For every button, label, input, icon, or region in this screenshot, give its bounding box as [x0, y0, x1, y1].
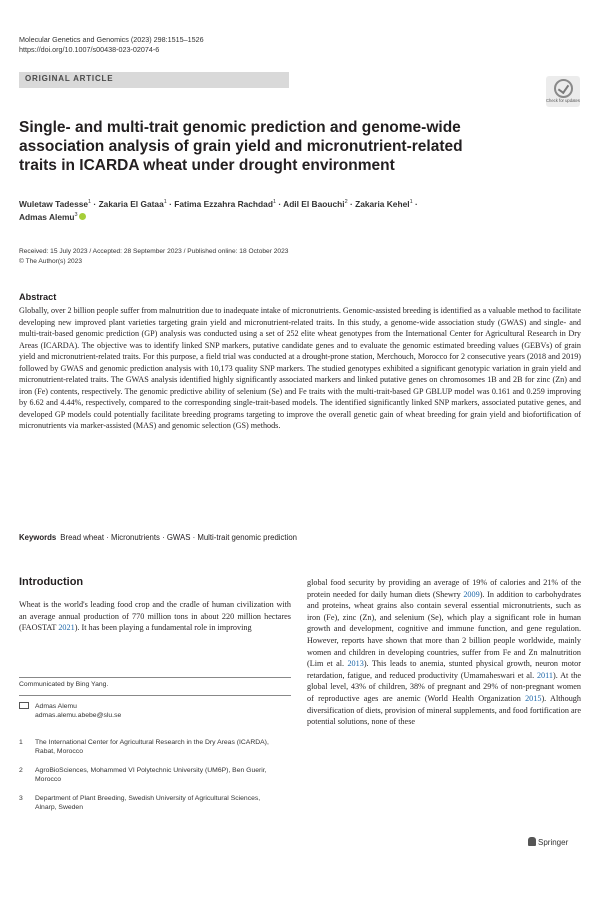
citation-link[interactable]: 2015 [525, 693, 542, 703]
intro-column-right: global food security by providing an average of 19% of calories and 21% of the protein needed for daily human diets (Shewry 2009). In addition to carbohydrates and proteins, wheat grains also contain several essential micronutrients, such as iron (Fe), zinc (Zn), and selenium (Se), which play a significant role in human growth and development, cognitive and immune function, and gene regulation. However, reports have shown that more than 2 billion people worldwide, mainly women and children in developing countries, suffer from Fe and Zn malnutrition (Lim et al. 2013). This leads to anemia, stunted physical growth, neuron motor retardation, fatigue, and reduced productivity (Umamaheswari et al. 2011). At the global level, 43% of children, 38% of pregnant and 29% of non-pregnant women of reproductive ages are anemic (World Health Organization 2015). Although diversification of diets, provision of mineral supplements, and food fortification are potential solutions, none of these [307, 578, 582, 727]
citation-link[interactable]: 2021 [58, 623, 75, 633]
author[interactable]: Zakaria El Gataa$^1$ [98, 198, 167, 209]
keywords-label: Keywords [19, 533, 57, 542]
article-title: Single- and multi-trait genomic prediction and genome-wide association analysis of grain yield and micronutrient-related traits in ICARDA wheat under drought environment [19, 119, 463, 174]
author-list: Wuletaw Tadesse$^1$ · Zakaria El Gataa$^1$ · Fatima Ezzahra Rachdad$^1$ · Adil El Baouchi$^2$ · Zakaria Kehel$^1$ · Admas Alemu$^3$ [19, 198, 418, 223]
footnote-divider [19, 695, 291, 696]
author[interactable]: Zakaria Kehel$^1$ [355, 198, 413, 209]
check-updates-label: Check for updates [546, 98, 580, 103]
affiliation: 1 The International Center for Agricultural Research in the Dry Areas (ICARDA), Rabat, Morocco [19, 739, 269, 756]
orcid-icon[interactable] [79, 213, 86, 220]
citation-link[interactable]: 2011 [536, 670, 554, 680]
author[interactable]: Fatima Ezzahra Rachdad$^1$ [174, 198, 276, 209]
contact-name: Admas Alemu [35, 703, 77, 710]
intro-column-left: Wheat is the world's leading food crop and the cradle of human civilization with an average annual production of 770 million tons in about 220 million hectares (FAOSTAT 2021). It has been playing a fundamental role in improving [19, 600, 291, 633]
author[interactable]: Wuletaw Tadesse$^1$ [19, 198, 92, 209]
copyright: © The Author(s) 2023 [19, 257, 83, 265]
journal-header [19, 35, 204, 55]
citation-link[interactable]: 2009 [463, 589, 480, 599]
article-type-label: ORIGINAL ARTICLE [25, 74, 114, 83]
date-history: Received: 15 July 2023 / Accepted: 28 September 2023 / Published online: 18 October 2023 [19, 248, 289, 255]
abstract-text: Globally, over 2 billion people suffer from malnutrition due to inadequate intake of micronutrients. Genomic-assisted breeding is identified as a valuable method to facilitate developing new improved plant varieties targeting grain yield and micronutrient-related traits. In this study, a genome-wide association study (GWAS) and single- and multi-trait-based genomic prediction (GP) analysis was conducted using a set of 252 elite wheat genotypes from the International Center for Agricultural Research in Dry Areas (ICARDA). The objective was to identify linked SNP markers, putative candidate genes and to evaluate the genomic estimated breeding values (GEBVs) of grain yield and micronutrient-related traits. For this purpose, a field trial was conducted at a drought-prone station, Merchouch, Morocco for 2 consecutive years (2018 and 2019) followed by GWAS and genomic prediction analysis with 10,173 quality SNP markers. The studied genotypes exhibited a significant genotypic variation in grain yield and micronutrient-related traits. The GWAS analysis identified highly significantly associated markers and linked putative genes on chromosomes 1B and 2B for zinc (Zn) and iron (Fe) contents, respectively. The genomic predictive ability of selenium (Se) and Fe traits with the multi-trait-based GP GBLUP model was 0.161 and 0.259 improving by 6.62 and 4.44%, respectively, compared to the corresponding single-trait-based models. The identified significantly linked SNP markers, associated putative genes, and developed GP models could potentially facilitate breeding programs targeting to improve the overall genetic gain of wheat breeding for grain yield and biofortification of micronutrients via marker-assisted (MAS) and genomic selection (GS) methods. [19, 306, 581, 430]
affiliation-text: The International Center for Agricultural Research in the Dry Areas (ICARDA), Rabat, Morocco [35, 739, 269, 756]
journal-citation: Molecular Genetics and Genomics (2023) 298:1515–1526 [19, 35, 204, 44]
envelope-icon [19, 702, 29, 709]
publisher-name: Springer [538, 838, 569, 847]
abstract-heading: Abstract [19, 292, 57, 302]
keywords-text: Bread wheat · Micronutrients · GWAS · Multi-trait genomic prediction [60, 533, 297, 542]
contact-email[interactable]: admas.alemu.abebe@slu.se [35, 712, 122, 720]
check-for-updates-badge[interactable] [546, 76, 580, 107]
doi-link[interactable]: https://doi.org/10.1007/s00438-023-02074-6 [19, 45, 160, 54]
publisher-logo [528, 837, 568, 847]
publication-dates [19, 247, 288, 266]
corresponding-author [19, 702, 291, 720]
affiliation-text: Department of Plant Breeding, Swedish University of Agricultural Sciences, Alnarp, Sweden [35, 795, 261, 812]
communicated-by: Communicated by Bing Yang. [19, 681, 109, 688]
author[interactable]: Admas Alemu$^3$ [19, 212, 78, 223]
check-updates-icon [554, 79, 573, 98]
introduction-heading: Introduction [19, 576, 84, 588]
affiliation: 2 AgroBioSciences, Mohammed VI Polytechnic University (UM6P), Ben Guerir, Morocco [19, 766, 269, 784]
affiliation-text: AgroBioSciences, Mohammed VI Polytechnic University (UM6P), Ben Guerir, Morocco [35, 767, 267, 784]
article-type-banner [19, 72, 289, 88]
springer-horse-icon [528, 837, 536, 846]
citation-link[interactable]: 2013 [347, 659, 364, 669]
affiliation: 3 Department of Plant Breeding, Swedish University of Agricultural Sciences, Alnarp, Sweden [19, 794, 269, 812]
keywords [19, 533, 297, 542]
footnote-divider [19, 677, 291, 678]
author[interactable]: Adil El Baouchi$^2$ [283, 198, 348, 209]
